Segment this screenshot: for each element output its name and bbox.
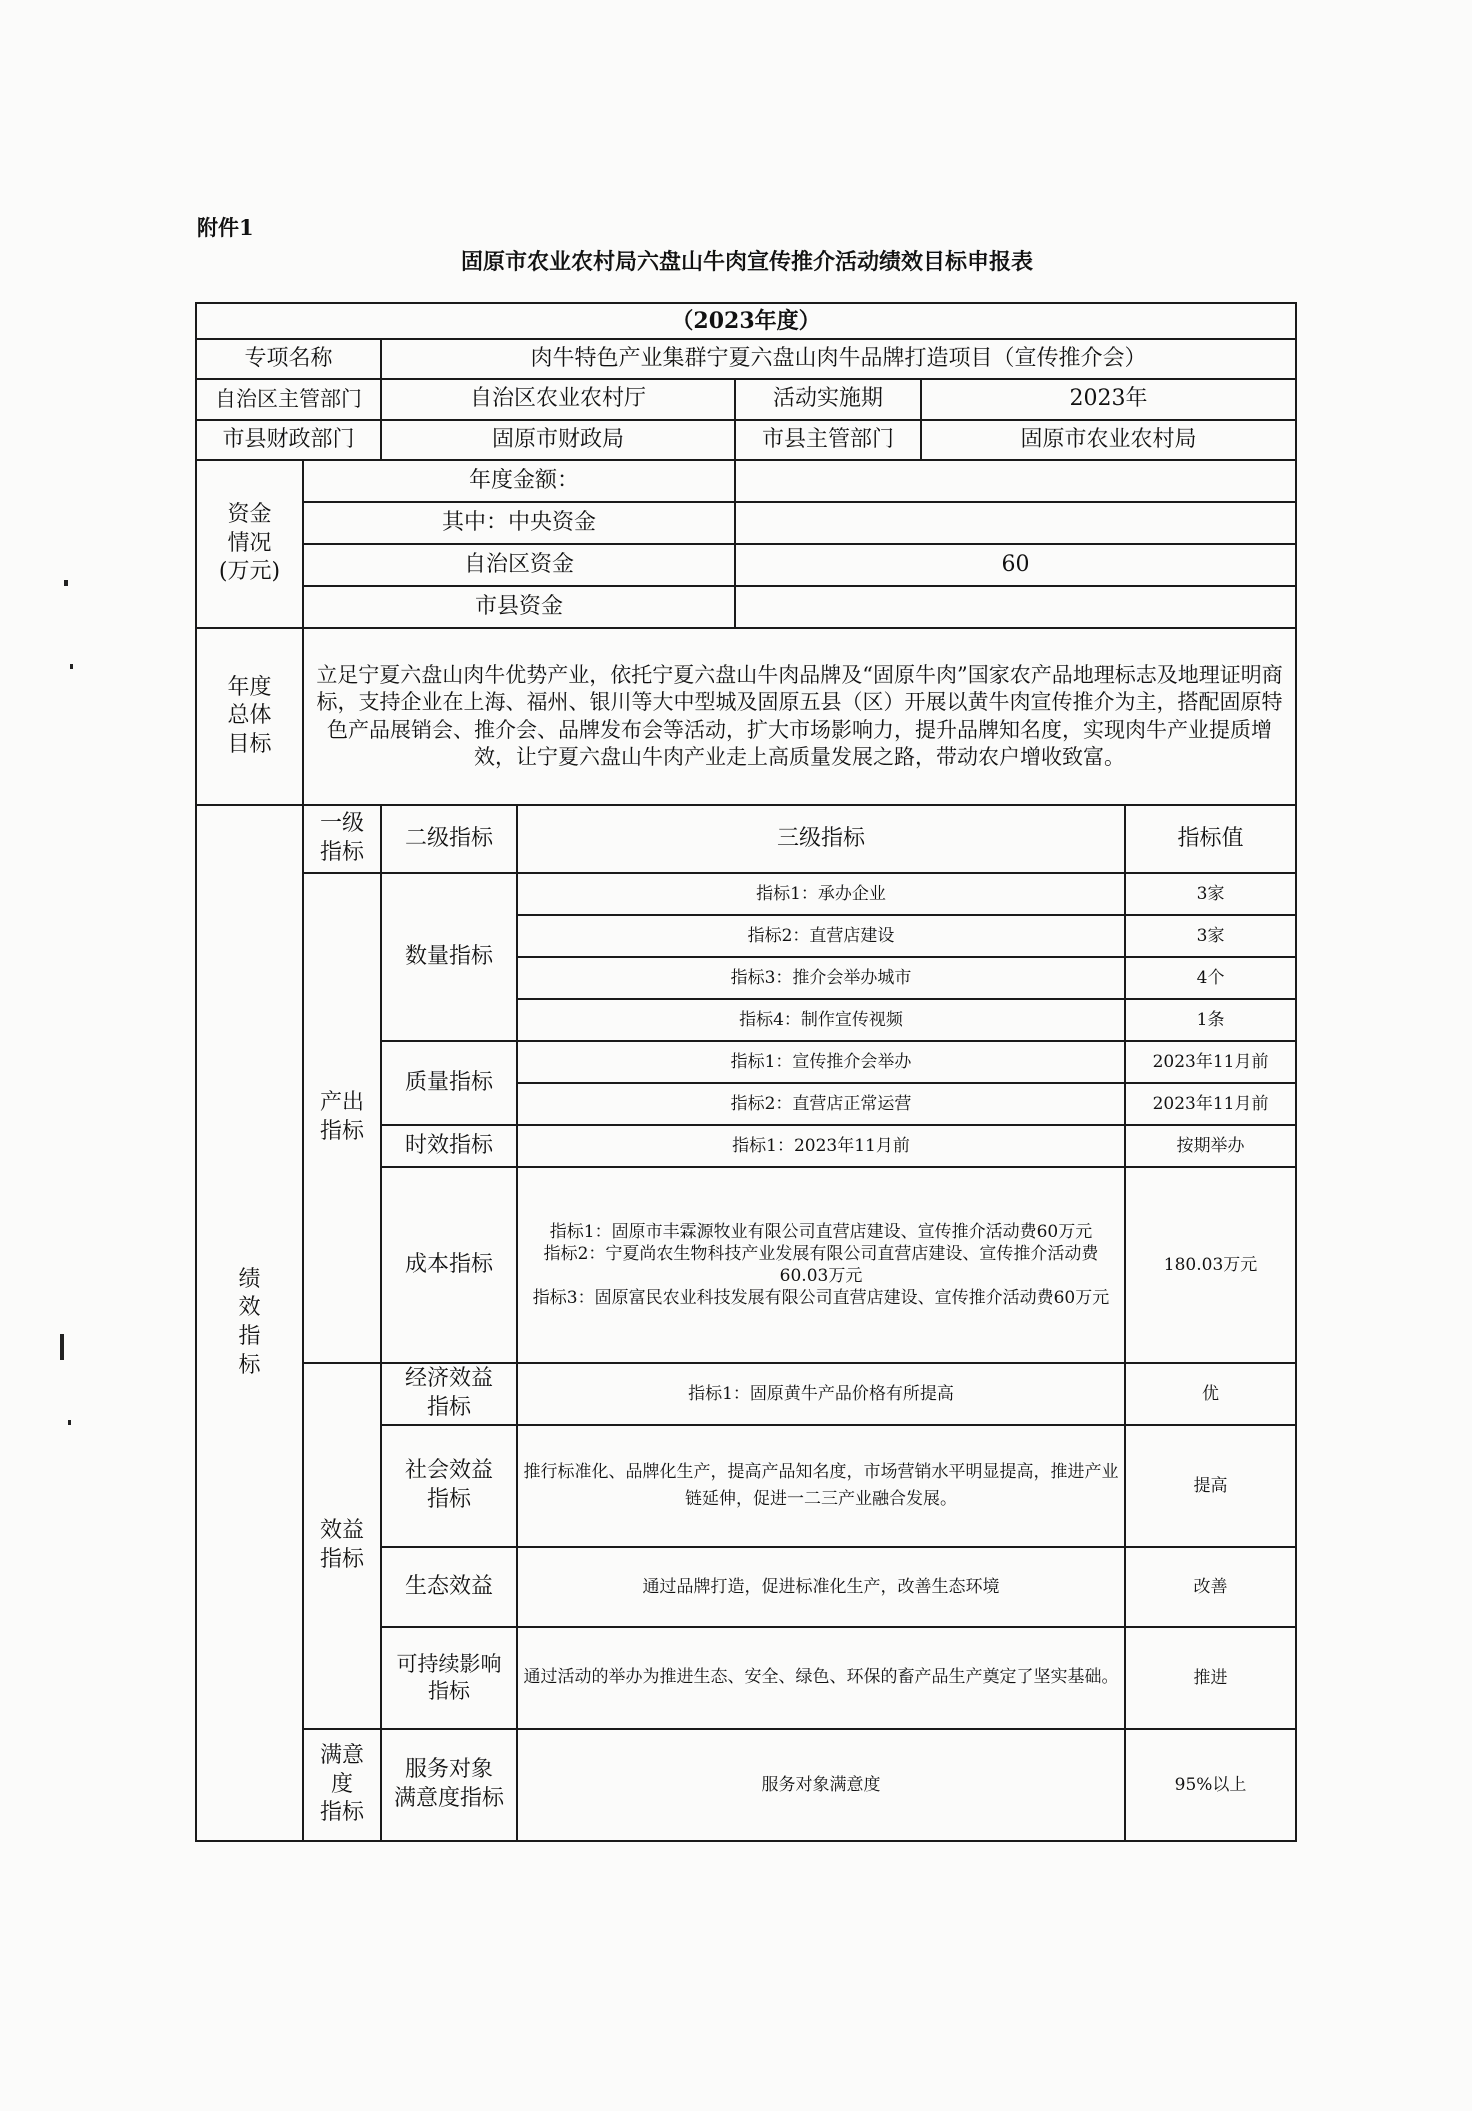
timeliness-item-1: 指标1：2023年11月前 [517, 1125, 1125, 1167]
region-dept-value: 自治区农业农村厅 [381, 379, 735, 420]
city-dept-label: 市县主管部门 [735, 420, 921, 460]
project-name-label: 专项名称 [196, 339, 381, 379]
perf-indicators-label: 绩 效 指 标 [196, 805, 303, 1841]
sustainable-impact-item: 通过活动的举办为推进生态、安全、绿色、环保的畜产品生产奠定了坚实基础。 [517, 1627, 1125, 1729]
output-indicators-label: 产出 指标 [303, 873, 381, 1363]
cost-item-3: 指标3：固原富民农业科技发展有限公司直营店建设、宣传推介活动费60万元 [532, 1288, 1110, 1309]
region-funds-label: 自治区资金 [303, 544, 735, 586]
region-dept-label: 自治区主管部门 [196, 379, 381, 420]
project-name-value: 肉牛特色产业集群宁夏六盘山肉牛品牌打造项目（宣传推介会） [381, 339, 1296, 379]
benefit-indicators-label: 效益 指标 [303, 1363, 381, 1729]
funds-label: 资金 情况 (万元) [196, 460, 303, 628]
city-dept-value: 固原市农业农村局 [921, 420, 1296, 460]
cost-item-2: 指标2：宁夏尚农生物科技产业发展有限公司直营店建设、宣传推介活动费60.03万元 [543, 1243, 1099, 1286]
period-label: 活动实施期 [735, 379, 921, 420]
region-funds-value: 60 [735, 544, 1296, 586]
annual-goal-label: 年度 总体 目标 [196, 628, 303, 805]
quality-value-1: 2023年11月前 [1125, 1041, 1296, 1083]
quantity-item-1: 指标1：承办企业 [517, 873, 1125, 915]
cost-value: 180.03万元 [1125, 1167, 1296, 1363]
quantity-value-1: 3家 [1125, 873, 1296, 915]
attachment-label: 附件1 [197, 215, 254, 240]
year-row: （2023年度） [196, 303, 1296, 339]
social-benefit-value: 提高 [1125, 1425, 1296, 1547]
timeliness-indicators-label: 时效指标 [381, 1125, 517, 1167]
quality-item-1: 指标1：宣传推介会举办 [517, 1041, 1125, 1083]
economic-benefit-item: 指标1：固原黄牛产品价格有所提高 [517, 1363, 1125, 1425]
scan-speck [70, 664, 73, 669]
satisfaction-indicators-label: 满意 度 指标 [303, 1729, 381, 1841]
quantity-value-4: 1条 [1125, 999, 1296, 1041]
header-level1: 一级 指标 [303, 805, 381, 873]
quality-indicators-label: 质量指标 [381, 1041, 517, 1125]
social-benefit-label: 社会效益 指标 [381, 1425, 517, 1547]
annual-amount-value [735, 460, 1296, 502]
annual-goal-text: 立足宁夏六盘山肉牛优势产业，依托宁夏六盘山牛肉品牌及“固原牛肉”国家农产品地理标志及地理证明商标，支持企业在上海、福州、银川等大中型城及固原五县（区）开展以黄牛肉宣传推介为主，搭配固原特色产品展销会、推介会、品牌发布会等活动，扩大市场影响力，提升品牌知名度，实现肉牛产业提质增效，让宁夏六盘山牛肉产业走上高质量发展之路，带动农户增收致富。 [303, 628, 1296, 805]
city-funds-value [735, 586, 1296, 628]
performance-target-form [195, 302, 1297, 1842]
central-funds-label: 其中：中央资金 [303, 502, 735, 544]
ecological-benefit-value: 改善 [1125, 1547, 1296, 1627]
sustainable-impact-label: 可持续影响 指标 [381, 1627, 517, 1729]
ecological-benefit-item: 通过品牌打造，促进标准化生产，改善生态环境 [517, 1547, 1125, 1627]
economic-benefit-label: 经济效益 指标 [381, 1363, 517, 1425]
ecological-benefit-label: 生态效益 [381, 1547, 517, 1627]
city-finance-value: 固原市财政局 [381, 420, 735, 460]
quality-value-2: 2023年11月前 [1125, 1083, 1296, 1125]
header-level3: 三级指标 [517, 805, 1125, 873]
service-satisfaction-item: 服务对象满意度 [517, 1729, 1125, 1841]
central-funds-value [735, 502, 1296, 544]
annual-amount-label: 年度金额： [303, 460, 735, 502]
quantity-value-3: 4个 [1125, 957, 1296, 999]
document-title: 固原市农业农村局六盘山牛肉宣传推介活动绩效目标申报表 [460, 249, 1033, 275]
quantity-item-3: 指标3：推介会举办城市 [517, 957, 1125, 999]
header-level2: 二级指标 [381, 805, 517, 873]
city-funds-label: 市县资金 [303, 586, 735, 628]
scan-speck [64, 580, 68, 586]
timeliness-value-1: 按期举办 [1125, 1125, 1296, 1167]
service-satisfaction-label: 服务对象 满意度指标 [381, 1729, 517, 1841]
quantity-value-2: 3家 [1125, 915, 1296, 957]
scan-speck [60, 1334, 64, 1360]
cost-item-1: 指标1：固原市丰霖源牧业有限公司直营店建设、宣传推介活动费60万元 [549, 1221, 1093, 1242]
period-value: 2023年 [921, 379, 1296, 420]
social-benefit-item: 推行标准化、品牌化生产，提高产品知名度，市场营销水平明显提高，推进产业链延伸，促进一二三产业融合发展。 [517, 1425, 1125, 1547]
quantity-item-4: 指标4：制作宣传视频 [517, 999, 1125, 1041]
city-finance-label: 市县财政部门 [196, 420, 381, 460]
sustainable-impact-value: 推进 [1125, 1627, 1296, 1729]
quantity-indicators-label: 数量指标 [381, 873, 517, 1041]
cost-items [517, 1167, 1125, 1363]
service-satisfaction-value: 95%以上 [1125, 1729, 1296, 1841]
quantity-item-2: 指标2：直营店建设 [517, 915, 1125, 957]
quality-item-2: 指标2：直营店正常运营 [517, 1083, 1125, 1125]
header-value: 指标值 [1125, 805, 1296, 873]
scan-speck [68, 1420, 71, 1425]
cost-indicators-label: 成本指标 [381, 1167, 517, 1363]
economic-benefit-value: 优 [1125, 1363, 1296, 1425]
